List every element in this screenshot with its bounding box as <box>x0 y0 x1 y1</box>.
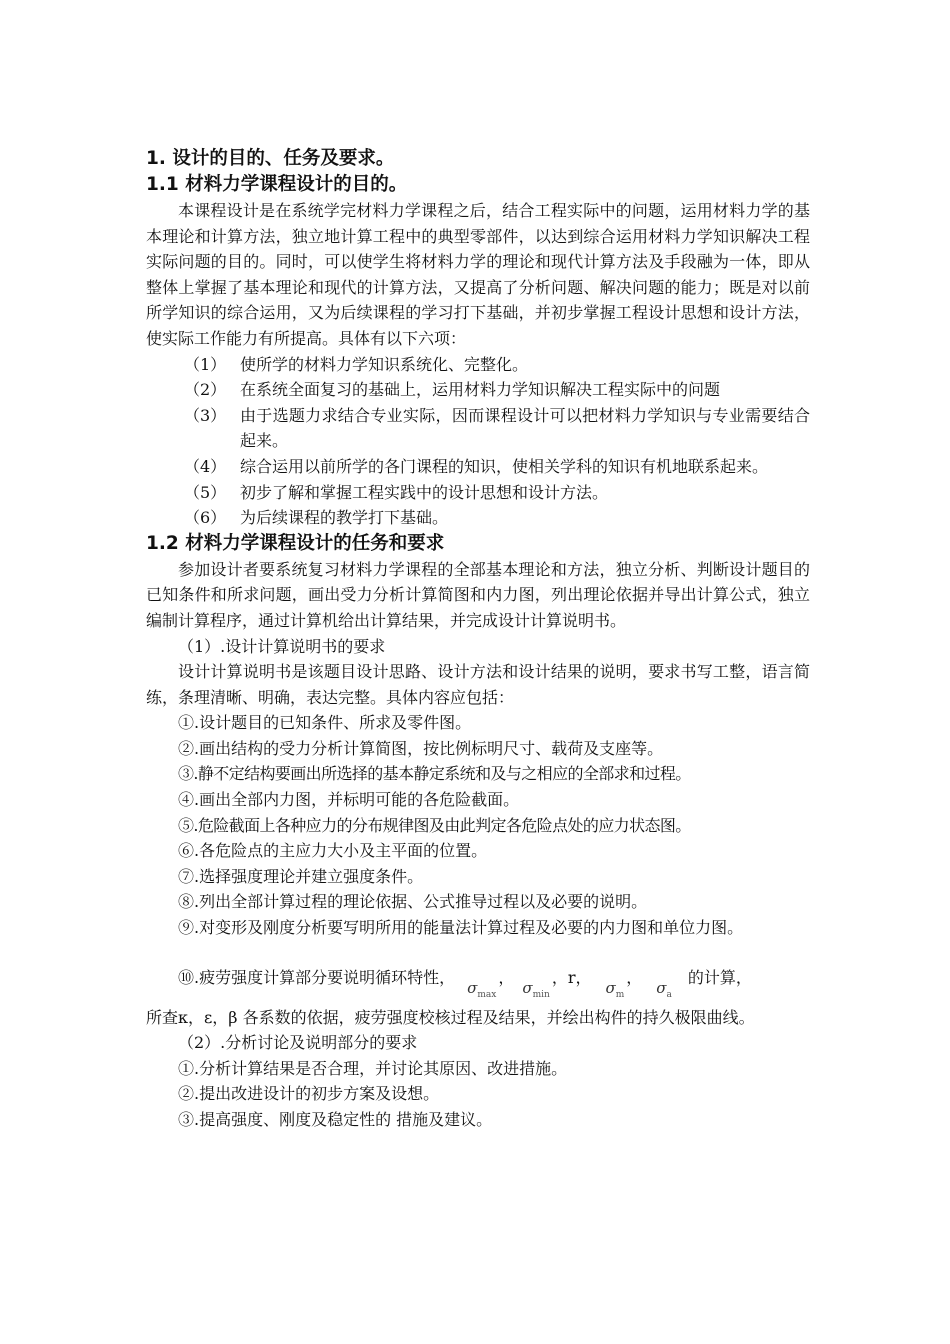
list-item: ⑤.危险截面上各种应力的分布规律图及由此判定各危险点处的应力状态图。 <box>178 815 691 835</box>
formula-suffix: 的计算， <box>687 968 752 988</box>
list-item: ④.画出全部内力图，并标明可能的各危险截面。 <box>178 790 520 810</box>
list-item: ⑥.各危险点的主应力大小及主平面的位置。 <box>178 841 488 861</box>
list-item-number: （4） <box>184 456 227 476</box>
section-1-1-intro: 本课程设计是在系统学完材料力学课程之后，结合工程实际中的问题，运用材料力学的基本理论和计算方法，独立地计算工程中的典型零部件，以达到综合运用材料力学知识解决工程实际问题的目的。同时，可以使学生将材料力学的理论和现代计算方法及手段融为一体，即从整体上掌握了基本理论和现代的计算方法，又提高了分析问题、解决问题的能力；既是对以前所学知识的综合运用，又为后续课程的学习打下基础，并初步掌握工程设计思想和设计方法，使实际工作能力有所提高。具体有以下六项： <box>146 201 810 348</box>
formula-separator: ， <box>498 968 515 988</box>
list-item <box>146 505 810 531</box>
formula-separator: ， <box>626 968 643 988</box>
list-item <box>146 454 810 480</box>
fatigue-continuation: 所查κ，ε，β 各系数的依据，疲劳强度校核过程及结果，并绘出构件的持久极限曲线。 <box>146 1007 755 1027</box>
list-item: ⑦.选择强度理论并建立强度条件。 <box>178 866 424 886</box>
subsection-1-title: （1）.设计计算说明书的要求 <box>178 636 386 656</box>
list-item <box>146 480 810 506</box>
sigma-min-symbol: $\sigma_{min}$ <box>522 979 550 1001</box>
list-item <box>146 377 810 403</box>
list-item <box>146 403 810 454</box>
list-item-number: （2） <box>184 380 227 400</box>
section-1-2-title: 1.2 材料力学课程设计的任务和要求 <box>146 532 445 554</box>
list-item: ③.提高强度、刚度及稳定性的 措施及建议。 <box>178 1110 493 1129</box>
list-item <box>146 352 810 378</box>
section-1-1-title: 1.1 材料力学课程设计的目的。 <box>146 174 408 195</box>
list-item-number: （6） <box>184 508 227 528</box>
list-item-number: （5） <box>184 482 227 502</box>
list-item: ②.画出结构的受力分析计算简图，按比例标明尺寸、载荷及支座等。 <box>178 738 664 758</box>
analysis-list <box>146 1056 810 1133</box>
list-item: ①.分析计算结果是否合理，并讨论其原因、改进措施。 <box>178 1058 568 1078</box>
list-item-text: 初步了解和掌握工程实践中的设计思想和设计方法。 <box>240 482 609 502</box>
list-item: ⑨.对变形及刚度分析要写明所用的能量法计算过程及必要的内力图和单位力图。 <box>178 918 744 938</box>
fatigue-formula-line <box>146 941 810 1001</box>
purpose-list <box>146 352 810 531</box>
list-item-text: 综合运用以前所学的各门课程的知识，使相关学科的知识有机地联系起来。 <box>240 456 769 476</box>
list-item-text: 由于选题力求结合专业实际，因而课程设计可以把材料力学知识与专业需要结合起来。 <box>240 405 810 451</box>
list-item: ⑧.列出全部计算过程的理论依据、公式推导过程以及必要的说明。 <box>178 892 648 912</box>
section-1-2-intro: 参加设计者要系统复习材料力学课程的全部基本理论和方法，独立分析、判断设计题目的已知条件和所求问题，画出受力分析计算简图和内力图，列出理论依据并导出计算公式，独立编制计算程序，通过计算机给出计算结果，并完成设计计算说明书。 <box>146 559 810 630</box>
list-item-text: 使所学的材料力学知识系统化、完整化。 <box>240 354 529 374</box>
subsection-2-title: （2）.分析讨论及说明部分的要求 <box>178 1033 418 1053</box>
document-page <box>146 146 810 1133</box>
list-item: ①.设计题目的已知条件、所求及零件图。 <box>178 713 472 733</box>
heading-1: 1. 设计的目的、任务及要求。 <box>146 148 395 169</box>
formula-separator: ，r， <box>551 968 592 988</box>
list-item-number: （3） <box>184 405 227 425</box>
list-item: ③.静不定结构要画出所选择的基本静定系统和及与之相应的全部求和过程。 <box>178 764 691 784</box>
subsection-1-intro: 设计计算说明书是该题目设计思路、设计方法和设计结果的说明，要求书写工整，语言简练，条理清晰、明确，表达完整。具体内容应包括： <box>146 662 810 707</box>
sigma-a-symbol: $\sigma_a$ <box>656 979 672 1001</box>
sigma-max-symbol: $\sigma_{max}$ <box>467 979 497 1001</box>
list-item-text: 在系统全面复习的基础上，运用材料力学知识解决工程实际中的问题 <box>240 380 721 400</box>
requirements-list <box>146 710 810 940</box>
formula-prefix: ⑩.疲劳强度计算部分要说明循环特性， <box>178 968 456 988</box>
list-item: ②.提出改进设计的初步方案及设想。 <box>178 1084 440 1104</box>
list-item-number: （1） <box>184 354 227 374</box>
list-item-text: 为后续课程的教学打下基础。 <box>240 508 449 528</box>
sigma-m-symbol: $\sigma_m$ <box>605 979 625 1001</box>
